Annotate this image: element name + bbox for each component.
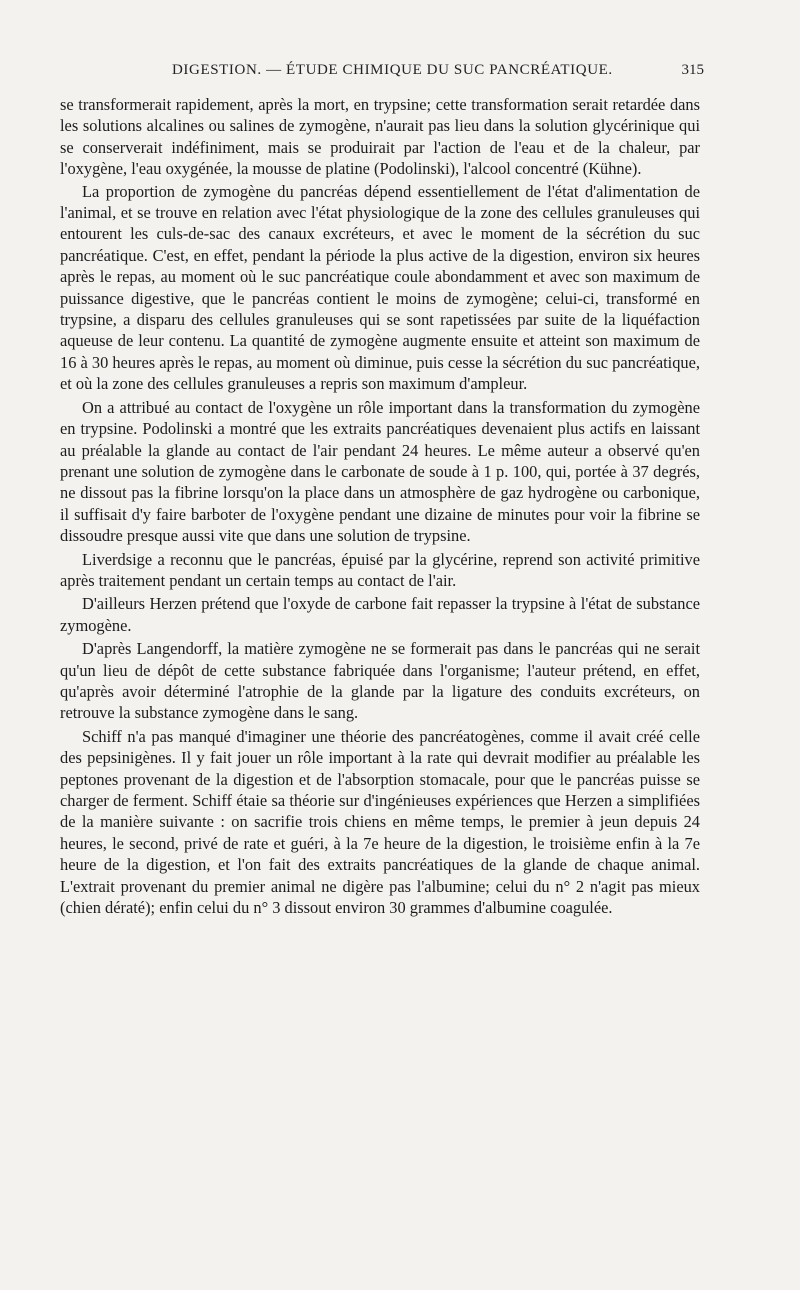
paragraph-langendorff: D'après Langendorff, la matière zymogène ne se formerait pas dans le pancréas qui ne serait qu'un lieu de dépôt de cette substance fabriquée dans l'organisme; l'auteur prétend, en effet, qu'après avoir déterminé l'atrophie de la glande par la ligature des conduits excréteurs, on retrouve la substance zymogène dans le sang. — [60, 639, 700, 723]
page-number: 315 — [681, 62, 704, 78]
running-head — [60, 62, 704, 86]
paragraph-herzen: D'ailleurs Herzen prétend que l'oxyde de carbone fait repasser la trypsine à l'état de substance zymogène. — [60, 594, 700, 635]
paragraph-continuation: se transformerait rapidement, après la mort, en trypsine; cette transformation serait retardée dans les solutions alcalines ou salines de zymogène, n'aurait pas lieu dans la solution glycérinique qui se conserverait indéfiniment, mais se produirait par l'action de l'eau et de la chaleur, par l'oxygène, l'eau oxygénée, la mousse de platine (Podolinski), l'alcool concentré (Kühne). — [60, 95, 700, 179]
paragraph-zymogen-proportion: La proportion de zymogène du pancréas dépend essentiellement de l'état d'alimentation de l'animal, et se trouve en relation avec l'état physiologique de la zone des cellules granuleuses qui entourent les culs-de-sac des canaux excréteurs, et avec le moment de la sécrétion du suc pancréatique. C'est, en effet, pendant la période la plus active de la digestion, environ six heures après le repas, au moment où le suc pancréatique coule abondamment et avec son maximum de puissance digestive, que le pancréas contient le moins de zymogène; celui-ci, transformé en trypsine, a disparu des cellules granuleuses qui se sont rapetissées par suite de la liquéfaction aqueuse de leur contenu. La quantité de zymogène augmente ensuite et atteint son maximum de 16 à 30 heures après le repas, au moment où diminue, puis cesse la sécrétion du suc pancréatique, et où la zone des cellules granuleuses a repris son maximum d'ampleur. — [60, 181, 700, 394]
body-text — [60, 94, 700, 919]
paragraph-oxygen-role: On a attribué au contact de l'oxygène un rôle important dans la transformation du zymogène en trypsine. Podolinski a montré que les extraits pancréatiques devenaient plus actifs en laissant au préalable la glande au contact de l'air pendant 24 heures. Le même auteur a observé qu'en prenant une solution de zymogène dans le carbonate de soude à 1 p. 100, qui, portée à 37 degrés, ne dissout pas la fibrine lorsqu'on la place dans un atmosphère de gaz hydrogène ou carbonique, il suffisait d'y faire barboter de l'oxygène pendant une dizaine de minutes pour voir la fibrine se dissoudre presque aussi vite que dans une solution de trypsine. — [60, 397, 700, 546]
running-title: DIGESTION. — ÉTUDE CHIMIQUE DU SUC PANCRÉATIQUE. — [172, 62, 613, 78]
paragraph-schiff: Schiff n'a pas manqué d'imaginer une théorie des pancréatogènes, comme il avait créé celle des pepsinigènes. Il y fait jouer un rôle important à la rate qui devrait modifier au préalable les peptones provenant de la digestion et de l'absorption stomacale, pour que le pancréas puisse se charger de ferment. Schiff étaie sa théorie sur d'ingénieuses expériences que Herzen a simplifiées de la manière suivante : on sacrifie trois chiens en même temps, le premier à jeun depuis 24 heures, le second, privé de rate et guéri, à la 7e heure de la digestion, le troisième enfin à la 7e heure de la digestion, et l'on fait des extraits pancréatiques de la glande de chaque animal. L'extrait provenant du premier animal ne digère pas l'albumine; celui du n° 2 n'agit pas mieux (chien dératé); enfin celui du n° 3 dissout environ 30 grammes d'albumine coagulée. — [60, 726, 700, 918]
paragraph-liverdsige: Liverdsige a reconnu que le pancréas, épuisé par la glycérine, reprend son activité primitive après traitement pendant un certain temps au contact de l'air. — [60, 549, 700, 590]
